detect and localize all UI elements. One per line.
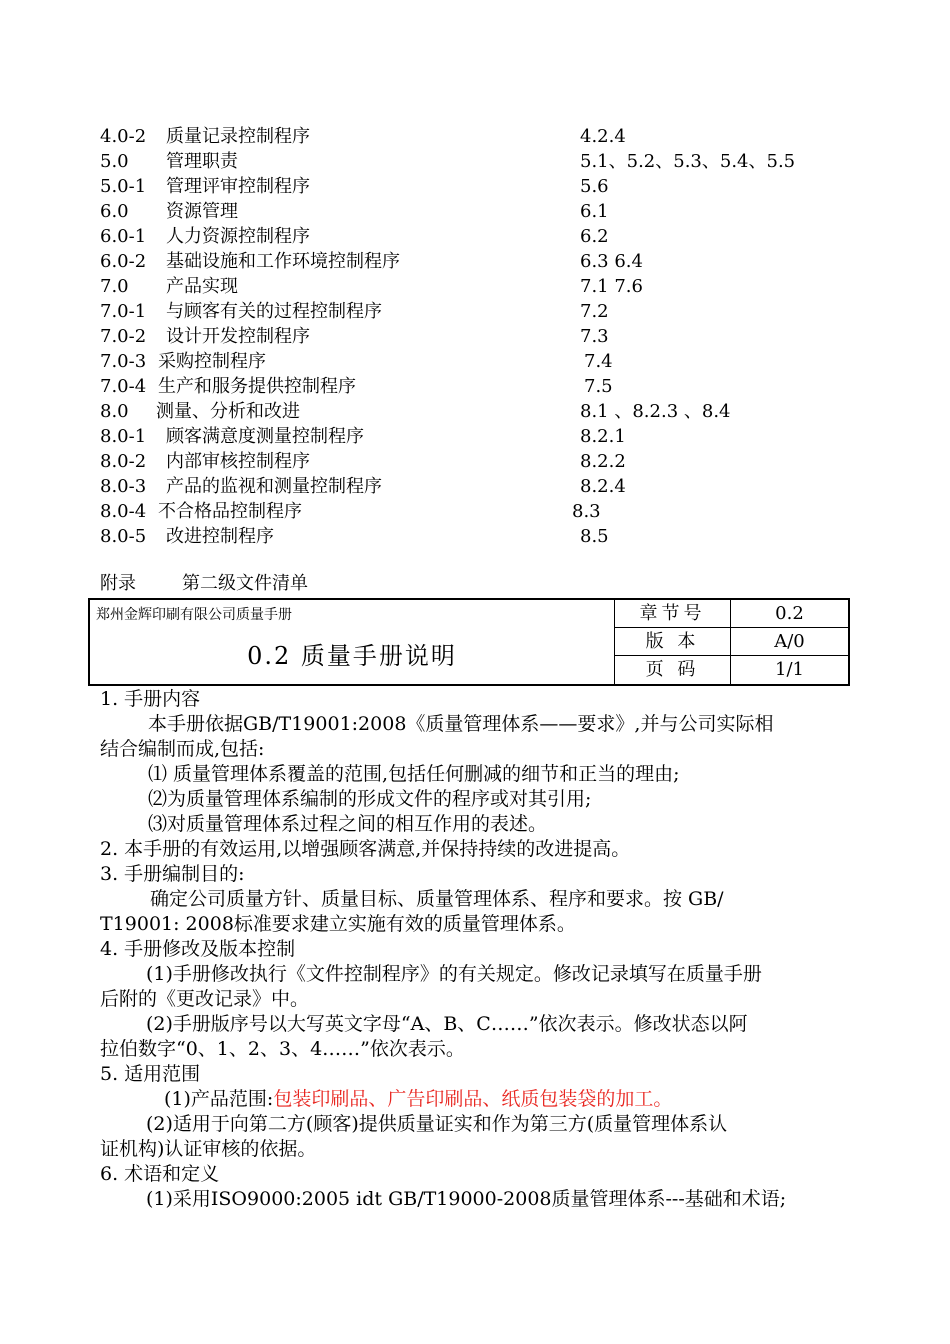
list-item-2: ⑵为质量管理体系编制的形成文件的程序或对其引用; [148,788,592,810]
heading-2: 2. 本手册的有效运用,以增强顾客满意,并保持持续的改进提高。 [100,838,631,860]
appendix-label: 附录 [100,573,136,594]
toc-clause: 7.3 [580,326,609,347]
toc-number: 8.0-3 [100,476,147,497]
toc-row [100,149,860,174]
toc-row [100,274,860,299]
toc-number: 7.0-1 [100,301,147,322]
toc-number: 7.0 [100,276,129,297]
toc-title: 管理职责 [166,151,238,172]
toc-clause: 7.4 [584,351,613,372]
list-item-3: ⑶对质量管理体系过程之间的相互作用的表述。 [148,813,548,835]
toc-number: 4.0-2 [100,126,147,147]
toc-number: 8.0-5 [100,526,147,547]
version-label: 版 本 [615,628,731,656]
toc-clause: 7.5 [584,376,613,397]
para-1-line-2: 结合编制而成,包括: [100,738,265,760]
toc-clause: 5.1、5.2、5.3、5.4、5.5 [580,151,796,172]
toc-row [100,449,860,474]
para-4a-line-2: 后附的《更改记录》中。 [100,988,310,1010]
toc-clause: 6.1 [580,201,609,222]
toc-title: 设计开发控制程序 [166,326,310,347]
toc-number: 7.0-2 [100,326,147,347]
para-5b-line-2: 证机构)认证审核的依据。 [100,1138,317,1160]
toc-row [100,124,860,149]
toc-row [100,374,860,399]
toc-number: 8.0-2 [100,451,147,472]
toc-number: 7.0-4 [100,376,147,397]
toc-title: 与顾客有关的过程控制程序 [166,301,382,322]
toc-title: 产品实现 [166,276,238,297]
toc-clause: 8.5 [580,526,609,547]
list-item-1: ⑴ 质量管理体系覆盖的范围,包括任何删减的细节和正当的理由; [148,763,680,785]
toc-title: 不合格品控制程序 [158,501,302,522]
toc-row [100,199,860,224]
toc-title: 测量、分析和改进 [156,401,300,422]
toc-title: 人力资源控制程序 [166,226,310,247]
para-4b-line-1: (2)手册版序号以大写英文字母“A、B、C……”依次表示。修改状态以阿 [146,1013,748,1035]
toc-number: 5.0-1 [100,176,147,197]
product-scope-highlight: 包装印刷品、广告印刷品、纸质包装袋的加工。 [273,1088,673,1110]
para-3-line-1: 确定公司质量方针、质量目标、质量管理体系、程序和要求。按 GB/ [150,888,724,910]
heading-4: 4. 手册修改及版本控制 [100,938,296,960]
para-1-line-1: 本手册依据GB/T19001:2008《质量管理体系——要求》,并与公司实际相 [148,713,774,735]
toc-title: 管理评审控制程序 [166,176,310,197]
para-5a [164,1087,924,1112]
para-3-line-2: T19001: 2008标准要求建立实施有效的质量管理体系。 [100,913,576,935]
toc-number: 8.0 [100,401,129,422]
toc-number: 6.0-1 [100,226,147,247]
toc-row [100,424,860,449]
toc-clause: 4.2.4 [580,126,626,147]
toc-clause: 5.6 [580,176,609,197]
document-header-table [88,598,850,686]
header-left-cell [90,600,615,684]
toc-row [100,474,860,499]
toc-title: 顾客满意度测量控制程序 [166,426,364,447]
toc-title: 采购控制程序 [158,351,266,372]
para-5a-prefix: (1)产品范围: [164,1088,274,1110]
toc-row [100,499,860,524]
toc-title: 改进控制程序 [166,526,274,547]
page-value: 1/1 [775,659,804,680]
toc-clause: 7.2 [580,301,609,322]
chapter-label: 章节号 [615,600,731,628]
toc-number: 6.0 [100,201,129,222]
para-5b-line-1: (2)适用于向第二方(顾客)提供质量证实和作为第三方(质量管理体系认 [146,1113,728,1135]
toc-row [100,249,860,274]
heading-6: 6. 术语和定义 [100,1163,220,1185]
toc-title: 质量记录控制程序 [166,126,310,147]
page-label: 页 码 [615,656,731,684]
toc-title: 产品的监视和测量控制程序 [166,476,382,497]
toc-row [100,399,860,424]
para-4b-line-2: 拉伯数字“0、1、2、3、4……”依次表示。 [100,1038,465,1060]
para-6-line-1: (1)采用ISO9000:2005 idt GB/T19000-2008质量管理体系---基础和术语; [146,1188,787,1210]
toc-clause: 8.1 、8.2.3 、8.4 [580,401,731,422]
toc-row [100,224,860,249]
toc-clause: 6.2 [580,226,609,247]
chapter-value: 0.2 [731,600,848,628]
para-4a-line-1: (1)手册修改执行《文件控制程序》的有关规定。修改记录填写在质量手册 [146,963,762,985]
heading-3: 3. 手册编制目的: [100,863,245,885]
toc-number: 8.0-4 [100,501,147,522]
toc-clause: 8.2.2 [580,451,626,472]
toc-row [100,299,860,324]
toc-clause: 8.2.4 [580,476,626,497]
toc-number: 8.0-1 [100,426,147,447]
toc-title: 基础设施和工作环境控制程序 [166,251,400,272]
heading-5: 5. 适用范围 [100,1063,201,1085]
toc-clause: 7.1 7.6 [580,276,643,297]
toc-row [100,324,860,349]
toc-row [100,349,860,374]
toc-clause: 8.2.1 [580,426,626,447]
heading-1: 1. 手册内容 [100,688,201,710]
toc-number: 6.0-2 [100,251,147,272]
toc-row [100,174,860,199]
toc-clause: 6.3 6.4 [580,251,643,272]
toc-title: 内部审核控制程序 [166,451,310,472]
appendix-heading [100,571,308,596]
section-title: 0.2 质量手册说明 [247,642,457,670]
company-name: 郑州金辉印刷有限公司质量手册 [96,607,292,623]
appendix-title: 第二级文件清单 [182,573,308,594]
toc-number: 5.0 [100,151,129,172]
toc-title: 生产和服务提供控制程序 [158,376,356,397]
toc-title: 资源管理 [166,201,238,222]
toc-number: 7.0-3 [100,351,147,372]
toc-clause: 8.3 [572,501,601,522]
version-value: A/0 [731,628,848,656]
toc-row [100,524,860,549]
